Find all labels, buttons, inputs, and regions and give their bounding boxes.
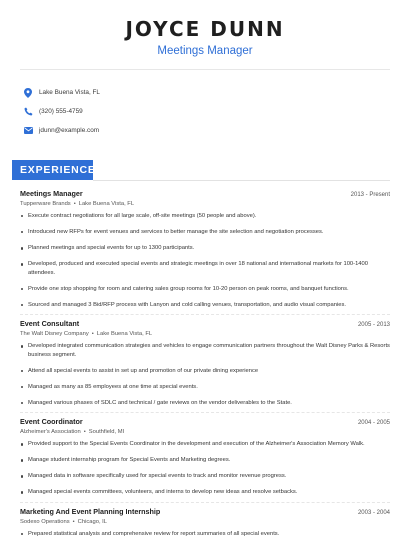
contact-phone-text[interactable]: (320) 555-4759: [39, 108, 83, 115]
job-employer: Tupperware Brands • Lake Buena Vista, FL: [20, 201, 135, 207]
bullet-item: Manage student internship program for Special Events and Marketing degrees.: [20, 456, 390, 465]
job-dates: 2003 - 2004: [357, 509, 390, 516]
job-divider: [20, 314, 390, 315]
contact-location-text: Lake Buena Vista, FL: [39, 89, 100, 96]
candidate-name: JOYCE DUNN: [125, 17, 285, 41]
phone-icon: [22, 106, 34, 118]
job-divider: [20, 412, 390, 413]
resume-header: [0, 0, 410, 58]
job-employer: Alzheimer's Association • Southfield, MI: [20, 429, 125, 436]
job-location: Chicago, IL: [77, 518, 107, 525]
section-divider: [93, 180, 390, 181]
job-bullets: [20, 342, 390, 407]
job-entry: [20, 319, 390, 413]
job-company: Alzheimer's Association: [20, 429, 81, 436]
job-bullets: [20, 530, 390, 539]
job-bullets: [20, 212, 390, 310]
bullet-item: Provide one stop shopping for room and catering sales group rooms for 10-20 person on peak rooms, and banquet functions.: [20, 285, 390, 294]
bullet-item: Planned meetings and special events for up to 1300 participants.: [20, 244, 390, 253]
section-heading-experience: EXPERIENCE: [12, 160, 93, 180]
job-employer: The Walt Disney Company • Lake Buena Vista, FL: [20, 331, 153, 338]
job-entry: [20, 417, 390, 502]
bullet-item: Prepared statistical analysis and comprehensive review for report summaries of all special events.: [20, 530, 390, 539]
experience-list: [20, 189, 390, 546]
bullet-item: Provided support to the Special Events Coordinator in the development and execution of the Alzheimer's Association Memory Walk.: [20, 440, 390, 449]
job-employer: Sodexo Operations • Chicago, IL: [20, 518, 107, 525]
job-title: Event Consultant: [20, 319, 80, 329]
location-pin-icon: [22, 87, 34, 99]
job-entry: [20, 189, 390, 315]
bullet-item: Managed as many as 85 employees at one time at special events.: [20, 383, 390, 392]
bullet-item: Sourced and managed 3 Bid/RFP process with Lanyon and cold calling venues, transportation, and audio visual companies.: [20, 301, 390, 310]
job-dates: 2005 - 2013: [357, 322, 390, 329]
job-divider: [20, 502, 390, 503]
bullet-item: Developed integrated communication strategies and vehicles to engage communication partners throughout the Walt Disney Parks & Resorts business segment.: [20, 342, 390, 359]
contact-email-text[interactable]: jdunn@example.com: [39, 127, 100, 134]
contact-email: [22, 121, 100, 140]
job-title: Marketing And Event Planning Internship: [20, 506, 161, 516]
job-entry: [20, 507, 390, 539]
bullet-item: Attend all special events to assist in set up and promotion of our private dining experience: [20, 367, 390, 376]
contact-list: [22, 83, 100, 140]
job-company: The Walt Disney Company: [20, 331, 89, 338]
job-company: Sodexo Operations: [20, 518, 70, 525]
job-dates: 2013 - Present: [350, 192, 390, 198]
job-title: Event Coordinator: [20, 417, 83, 427]
bullet-item: Managed data in software specifically used for special events to track and monitor revenue progress.: [20, 472, 390, 481]
bullet-item: Managed various phases of SDLC and technical / gate reviews on the vendor deliverables to the State.: [20, 399, 390, 408]
contact-phone: [22, 102, 100, 121]
job-bullets: [20, 440, 390, 497]
job-location: Lake Buena Vista, FL: [78, 201, 135, 207]
bullet-item: Introduced new RFPs for event venues and services to better manage the site selection and negotiation processes.: [20, 228, 390, 237]
job-company: Tupperware Brands: [20, 201, 71, 207]
job-title: Meetings Manager: [20, 189, 83, 198]
job-location: Southfield, MI: [88, 429, 125, 436]
bullet-item: Developed, produced and executed special events and strategic meetings in over 18 national and international markets for 100-1400 attendees.: [20, 260, 390, 277]
job-location: Lake Buena Vista, FL: [96, 331, 153, 338]
header-divider: [20, 69, 390, 70]
candidate-title: Meetings Manager: [157, 45, 253, 57]
contact-location: [22, 83, 100, 102]
bullet-item: Managed special events committees, volunteers, and interns to develop new ideas and resolve setbacks.: [20, 488, 390, 497]
email-icon: [22, 125, 34, 137]
job-dates: 2004 - 2005: [357, 420, 390, 427]
bullet-item: Execute contract negotiations for all large scale, off-site meetings (50 people and above).: [20, 212, 390, 221]
